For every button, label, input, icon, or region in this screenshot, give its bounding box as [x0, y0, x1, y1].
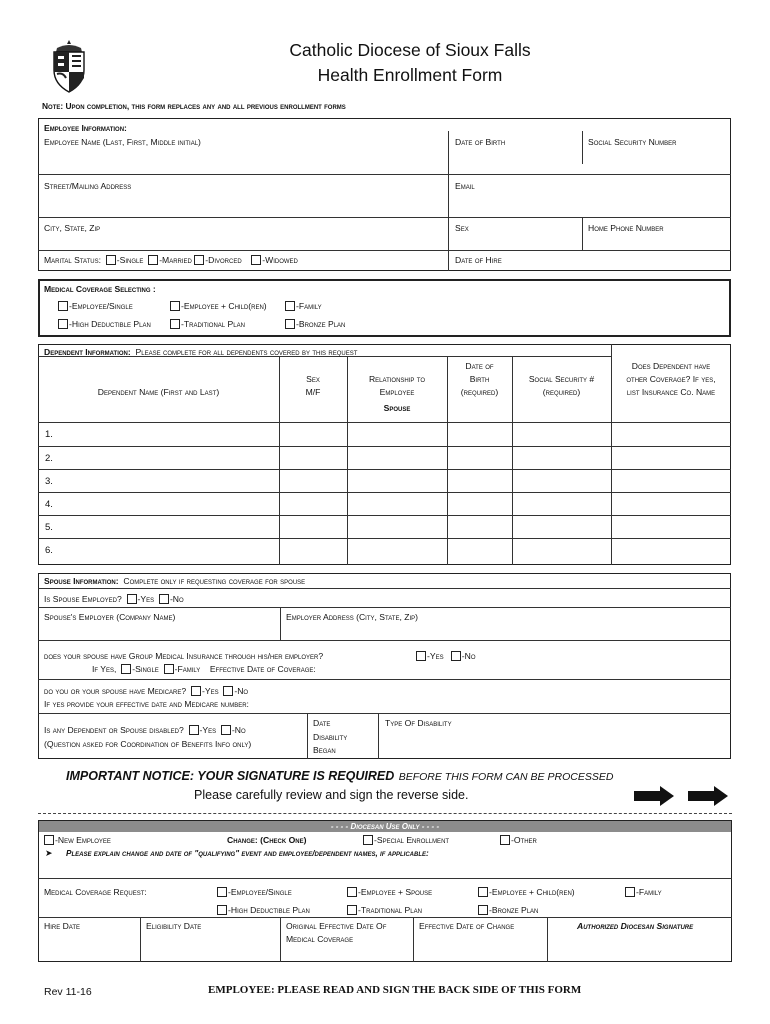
col-other-coverage-2: other Coverage? If yes,	[626, 374, 716, 384]
col-dob-2: Birth	[469, 374, 490, 384]
single-checkbox[interactable]	[106, 255, 116, 265]
dependent-heading-note: Please complete for all dependents covered by this request	[135, 347, 358, 357]
sex-label: Sex	[455, 223, 469, 233]
new-employee-option	[44, 835, 111, 845]
hdp-label: -High Deductible Plan	[69, 319, 151, 329]
req-emp-spouse-checkbox[interactable]	[347, 887, 357, 897]
req-traditional	[347, 905, 422, 915]
email-label: Email	[455, 181, 475, 191]
explain-text: Please explain change and date of "qualifying" event and employee/dependent names, if applicable:	[66, 849, 429, 858]
req-emp-single-checkbox[interactable]	[217, 887, 227, 897]
dob-label: Date of Birth	[455, 137, 506, 147]
other-label: -Other	[511, 835, 537, 845]
col-dob-3: (required)	[460, 387, 499, 397]
col-ssn: Social Security #	[528, 374, 595, 384]
cut-line	[38, 813, 732, 814]
coverage-emp-child	[170, 301, 267, 311]
bronze-checkbox[interactable]	[285, 319, 295, 329]
marital-label: Marital Status:	[44, 255, 102, 265]
spouse-employer-label: Spouse's Employer (Company Name)	[44, 612, 176, 622]
col-sex-mf: M/F	[305, 387, 321, 397]
req-emp-spouse	[347, 887, 432, 897]
col-other-coverage-3: list Insurance Co. Name	[626, 387, 716, 397]
coverage-traditional	[170, 319, 245, 329]
married-checkbox[interactable]	[148, 255, 158, 265]
form-title: Health Enrollment Form	[317, 65, 503, 85]
emp-single-checkbox[interactable]	[58, 301, 68, 311]
eff-change-label: Effective Date of Change	[419, 921, 515, 931]
req-emp-child-label: -Employee + Child(ren)	[489, 887, 575, 897]
special-enrollment-checkbox[interactable]	[363, 835, 373, 845]
address-label: Street/Mailing Address	[44, 181, 132, 191]
dependent-row: 5.	[45, 522, 53, 533]
spouse-employed-row	[44, 594, 184, 604]
ssn-label: Social Security Number	[588, 137, 677, 147]
req-family-checkbox[interactable]	[625, 887, 635, 897]
notice-bold: IMPORTANT NOTICE: YOUR SIGNATURE IS REQUIRED	[66, 769, 395, 783]
date-disability-label-1: Date	[313, 718, 331, 728]
married-label: -Married	[159, 255, 192, 265]
group-family-label: -Family	[174, 664, 201, 674]
emp-single-label: -Employee/Single	[69, 301, 133, 311]
hire-date-field-label: Hire Date	[44, 921, 81, 931]
widowed-checkbox[interactable]	[251, 255, 261, 265]
family-checkbox[interactable]	[285, 301, 295, 311]
footer-instruction: EMPLOYEE: PLEASE READ AND SIGN THE BACK SIDE OF THIS FORM	[208, 984, 582, 996]
employed-no-checkbox[interactable]	[159, 594, 169, 604]
req-bronze-label: -Bronze Plan	[489, 905, 539, 915]
dependent-heading-label: Dependent Information:	[44, 347, 131, 357]
req-emp-child-checkbox[interactable]	[478, 887, 488, 897]
spouse-heading	[44, 576, 305, 586]
disabled-row	[44, 725, 246, 735]
notice-rest: BEFORE THIS FORM CAN BE PROCESSED	[398, 771, 614, 783]
coverage-heading: Medical Coverage Selecting :	[44, 284, 156, 294]
employed-no-label: -No	[169, 594, 184, 604]
col-other-coverage: Does Dependent have	[631, 361, 711, 371]
group-single-checkbox[interactable]	[121, 664, 131, 674]
important-notice	[66, 767, 613, 785]
disabled-no-label: -No	[231, 725, 246, 735]
req-family	[625, 887, 662, 897]
hdp-checkbox[interactable]	[58, 319, 68, 329]
diocesan-banner: - - - - Diocesan Use Only - - - -	[39, 821, 731, 832]
req-hdp	[217, 905, 310, 915]
signature-label: Authorized Diocesan Signature	[577, 921, 694, 931]
req-emp-single-label: -Employee/Single	[228, 887, 292, 897]
request-label: Medical Coverage Request:	[44, 887, 147, 897]
col-dependent-name: Dependent Name (First and Last)	[97, 387, 220, 397]
marital-status-row	[44, 255, 298, 265]
group-yes-checkbox[interactable]	[416, 651, 426, 661]
group-yes-label: -Yes	[427, 651, 444, 661]
group-no-checkbox[interactable]	[451, 651, 461, 661]
effective-date-label: Effective Date of Coverage:	[209, 664, 316, 674]
req-emp-spouse-label: -Employee + Spouse	[358, 887, 433, 897]
req-traditional-checkbox[interactable]	[347, 905, 357, 915]
col-ssn-2: (required)	[542, 387, 581, 397]
medicare-yes-checkbox[interactable]	[191, 686, 201, 696]
note-text: Note: Upon completion, this form replaces any and all previous enrollment forms	[42, 101, 346, 111]
change-label: Change: (Check One)	[227, 835, 307, 845]
divorced-label: -Divorced	[205, 255, 242, 265]
coverage-family	[285, 301, 322, 311]
medicare-note: If yes provide your effective date and Medicare number:	[44, 699, 249, 709]
disabled-yes-label: -Yes	[199, 725, 217, 735]
diocese-logo	[48, 38, 90, 94]
req-bronze-checkbox[interactable]	[478, 905, 488, 915]
traditional-checkbox[interactable]	[170, 319, 180, 329]
arrow-right-icon	[634, 786, 674, 806]
req-hdp-checkbox[interactable]	[217, 905, 227, 915]
city-label: City, State, Zip	[44, 223, 101, 233]
req-emp-single	[217, 887, 292, 897]
if-yes-label: If Yes,	[92, 664, 117, 674]
new-employee-checkbox[interactable]	[44, 835, 54, 845]
if-yes-row	[92, 664, 316, 674]
medicare-no-checkbox[interactable]	[223, 686, 233, 696]
medicare-no-label: -No	[234, 686, 249, 696]
revision-label: Rev 11-16	[44, 986, 92, 998]
medicare-yes-label: -Yes	[201, 686, 219, 696]
traditional-label: -Traditional Plan	[181, 319, 245, 329]
original-date-label-2: Medical Coverage	[286, 934, 354, 944]
employed-yes-checkbox[interactable]	[127, 594, 137, 604]
coverage-bronze	[285, 319, 345, 329]
medicare-row	[44, 686, 248, 696]
medicare-question: do you or your spouse have Medicare?	[44, 686, 187, 696]
req-family-label: -Family	[636, 887, 662, 897]
org-title: Catholic Diocese of Sioux Falls	[289, 40, 531, 60]
dependent-row: 2.	[45, 453, 53, 464]
emp-child-label: -Employee + Child(ren)	[181, 301, 267, 311]
arrow-right-icon	[688, 786, 728, 806]
dependent-heading	[44, 347, 357, 357]
disabled-question: Is any Dependent or Spouse disabled?	[44, 725, 184, 735]
spouse-employed-label: Is Spouse Employed?	[44, 594, 122, 604]
disabled-yes-checkbox[interactable]	[189, 725, 199, 735]
bullet-arrow-icon: ➤	[45, 848, 53, 858]
col-relationship-spouse: Spouse	[383, 403, 411, 413]
employee-name-label: Employee Name (Last, First, Middle initial)	[44, 137, 201, 147]
req-bronze	[478, 905, 538, 915]
dependent-row: 4.	[45, 499, 53, 510]
dependent-row: 3.	[45, 476, 53, 487]
original-date-label-1: Original Effective Date Of	[286, 921, 387, 931]
new-employee-label: -New Employee	[55, 835, 111, 845]
dependent-row: 1.	[45, 429, 53, 440]
coverage-emp-single	[58, 301, 133, 311]
review-text: Please carefully review and sign the reverse side.	[194, 788, 469, 802]
divorced-checkbox[interactable]	[194, 255, 204, 265]
single-label: -Single	[116, 255, 144, 265]
other-option	[500, 835, 537, 845]
other-checkbox[interactable]	[500, 835, 510, 845]
hire-date-label: Date of Hire	[455, 255, 502, 265]
eligibility-date-label: Eligibility Date	[146, 921, 202, 931]
col-sex: Sex	[306, 374, 320, 384]
date-disability-label-2: Disability	[313, 732, 348, 742]
employed-yes-label: -Yes	[137, 594, 155, 604]
req-emp-child	[478, 887, 575, 897]
col-relationship-2: Employee	[379, 387, 415, 397]
disabled-note: (Question asked for Coordination of Benefits Info only)	[44, 739, 252, 749]
bronze-label: -Bronze Plan	[296, 319, 346, 329]
coverage-hdp	[58, 319, 151, 329]
employer-address-label: Employer Address (City, State, Zip)	[286, 612, 419, 622]
spouse-heading-label: Spouse Information:	[44, 576, 119, 586]
date-disability-label-3: Began	[313, 745, 336, 755]
group-family-checkbox[interactable]	[164, 664, 174, 674]
spouse-heading-note: Complete only if requesting coverage for spouse	[123, 576, 306, 586]
group-single-label: -Single	[132, 664, 159, 674]
col-relationship: Relationship to	[368, 374, 426, 384]
dependent-row: 6.	[45, 545, 53, 556]
widowed-label: -Widowed	[262, 255, 298, 265]
group-no-label: -No	[461, 651, 476, 661]
req-traditional-label: -Traditional Plan	[358, 905, 422, 915]
special-enrollment-option	[363, 835, 449, 845]
col-dob: Date of	[465, 361, 494, 371]
req-hdp-label: -High Deductible Plan	[228, 905, 310, 915]
emp-child-checkbox[interactable]	[170, 301, 180, 311]
disabled-no-checkbox[interactable]	[221, 725, 231, 735]
phone-label: Home Phone Number	[588, 223, 664, 233]
group-insurance-answers	[416, 651, 476, 661]
type-disability-label: Type Of Disability	[385, 718, 452, 728]
family-label: -Family	[296, 301, 322, 311]
group-insurance-question: does your spouse have Group Medical Insurance through his/her employer?	[44, 651, 324, 661]
employee-heading: Employee Information:	[44, 123, 127, 133]
special-enrollment-label: -Special Enrollment	[374, 835, 450, 845]
